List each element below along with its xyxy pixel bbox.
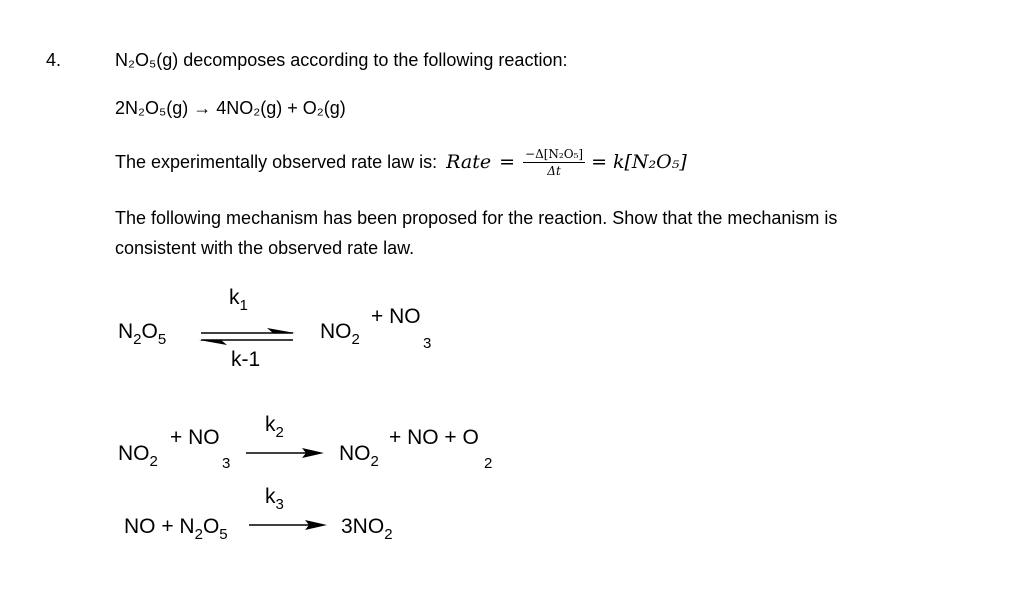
step3-reactant-sub1: 2 <box>194 526 203 543</box>
problem-intro: N₂O₅(g) decomposes according to the following reaction: <box>115 50 568 70</box>
overall-reaction: 2N₂O₅(g) → 4NO₂(g) + O₂(g) <box>115 98 346 118</box>
step2-k <box>265 413 284 441</box>
step1-product-extra: + NO <box>371 305 421 328</box>
step1-k-forward-k: k <box>229 286 240 309</box>
step2-product-extra: + NO + O <box>389 426 479 449</box>
step1-k-forward <box>229 286 248 314</box>
step3-k <box>265 485 284 513</box>
step2-product-extra-sub: 2 <box>484 455 493 472</box>
step1-product <box>320 320 360 348</box>
step1-reactant-sub2: 5 <box>157 331 167 348</box>
step3-k-k: k <box>265 485 276 508</box>
step3-k-sub: 3 <box>275 496 284 513</box>
mechanism-text-line1: The following mechanism has been proposed for the reaction. Show that the mechanism is <box>115 208 838 228</box>
rate-rhs: k[N₂O₅] <box>613 151 687 173</box>
rate-law-line <box>115 142 687 182</box>
problem-number: 4. <box>46 50 62 70</box>
step2-reactant-extra-sub: 3 <box>222 455 231 472</box>
step3-product-no: 3NO <box>341 515 385 538</box>
step1-product-extra-sub: 3 <box>423 335 432 352</box>
rate-fraction <box>523 147 585 178</box>
rate-equals-2: = <box>591 151 607 173</box>
step2-reactant-no: NO <box>118 442 150 465</box>
step2-k-sub: 2 <box>275 424 284 441</box>
step1-reactant <box>118 320 167 348</box>
step3-reactant <box>124 515 228 543</box>
step1-reactant-o: O <box>141 320 158 343</box>
rate-label: Rate <box>446 151 492 173</box>
step1-k-reverse: k-1 <box>231 348 261 371</box>
rate-numerator: −Δ[N₂O₅] <box>525 146 584 161</box>
step2-reactant-sub: 2 <box>149 453 158 470</box>
step3-reactant-pre: NO + N <box>124 515 195 538</box>
step1-product-no: NO <box>320 320 352 343</box>
step2-product <box>339 442 379 470</box>
step2-reactant-extra: + NO <box>170 426 220 449</box>
step1-product-sub: 2 <box>351 331 360 348</box>
step2-arrow <box>246 446 326 460</box>
equilibrium-arrow <box>197 328 299 348</box>
rate-equals: = <box>499 151 516 173</box>
step3-product <box>341 515 393 543</box>
step2-product-sub: 2 <box>370 453 379 470</box>
step3-product-sub: 2 <box>384 526 393 543</box>
step3-reactant-o: O <box>202 515 220 538</box>
mechanism-text-line2: consistent with the observed rate law. <box>115 238 415 258</box>
step1-k-forward-sub: 1 <box>239 297 248 314</box>
step2-k-k: k <box>265 413 276 436</box>
rate-denominator: Δt <box>547 163 561 178</box>
step1-reactant-sub1: 2 <box>133 331 142 348</box>
step1-reactant-n: N <box>118 320 134 343</box>
rate-law-intro: The experimentally observed rate law is: <box>115 151 438 172</box>
step2-reactant <box>118 442 158 470</box>
step3-reactant-sub2: 5 <box>219 526 228 543</box>
step3-arrow <box>249 518 329 532</box>
step2-product-no: NO <box>339 442 371 465</box>
